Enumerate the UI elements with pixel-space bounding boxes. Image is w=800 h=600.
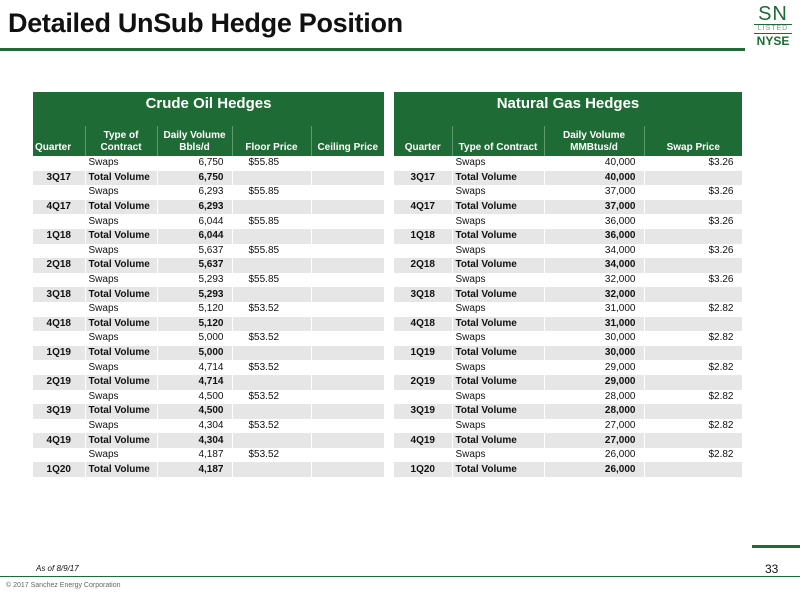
- cell-volume: 31,000: [544, 302, 644, 317]
- cell-type: Swaps: [452, 302, 544, 317]
- cell-quarter: 1Q20: [33, 462, 85, 477]
- cell-type: Swaps: [452, 331, 544, 346]
- cell-quarter: 1Q19: [33, 346, 85, 361]
- page-title: Detailed UnSub Hedge Position: [8, 8, 403, 38]
- cell-ceiling: [311, 214, 384, 229]
- cell-type: Swaps: [85, 273, 157, 288]
- table-row: [33, 156, 384, 171]
- cell-volume: 27,000: [544, 419, 644, 434]
- cell-floor: $53.52: [232, 331, 311, 346]
- crude-oil-panel: [33, 92, 384, 477]
- cell-swap: [644, 317, 742, 332]
- cell-volume: 32,000: [544, 287, 644, 302]
- table-row: [394, 390, 742, 405]
- cell-floor: $55.85: [232, 185, 311, 200]
- cell-volume: 4,304: [157, 433, 232, 448]
- table-row: [33, 287, 384, 302]
- cell-swap: [644, 258, 742, 273]
- cell-ceiling: [311, 462, 384, 477]
- cell-floor: [232, 258, 311, 273]
- cell-volume: 29,000: [544, 375, 644, 390]
- table-row: [394, 433, 742, 448]
- cell-type: Total Volume: [85, 433, 157, 448]
- table-row: [394, 360, 742, 375]
- cell-volume: 37,000: [544, 200, 644, 215]
- cell-ceiling: [311, 273, 384, 288]
- logo-exchange: NYSE: [756, 34, 790, 48]
- natural-gas-header-row: [394, 126, 742, 156]
- logo-ticker: SN: [758, 3, 788, 25]
- natural-gas-table: [394, 126, 743, 477]
- cell-type: Total Volume: [452, 317, 544, 332]
- cell-floor: $53.52: [232, 302, 311, 317]
- table-row: [33, 390, 384, 405]
- cell-ceiling: [311, 185, 384, 200]
- table-row: [394, 331, 742, 346]
- cell-floor: [232, 171, 311, 186]
- cell-volume: 28,000: [544, 404, 644, 419]
- cell-ceiling: [311, 258, 384, 273]
- cell-swap: [644, 287, 742, 302]
- cell-ceiling: [311, 287, 384, 302]
- cell-swap: [644, 171, 742, 186]
- cell-volume: 6,293: [157, 200, 232, 215]
- nyse-logo: [748, 4, 798, 49]
- table-row: [33, 375, 384, 390]
- cell-type: Total Volume: [452, 258, 544, 273]
- cell-swap: $3.26: [644, 214, 742, 229]
- cell-ceiling: [311, 171, 384, 186]
- header-type: Type of Contract: [85, 126, 157, 156]
- cell-quarter: 3Q19: [33, 404, 85, 419]
- cell-floor: [232, 346, 311, 361]
- cell-quarter: [394, 302, 452, 317]
- title-divider: [0, 48, 745, 51]
- cell-volume: 36,000: [544, 214, 644, 229]
- cell-volume: 5,637: [157, 244, 232, 259]
- cell-floor: [232, 200, 311, 215]
- cell-type: Swaps: [85, 390, 157, 405]
- cell-type: Total Volume: [452, 375, 544, 390]
- header-floor: Floor Price: [232, 126, 311, 156]
- cell-volume: 6,044: [157, 214, 232, 229]
- cell-quarter: [33, 331, 85, 346]
- cell-quarter: 3Q17: [394, 171, 452, 186]
- cell-swap: [644, 462, 742, 477]
- table-row: [33, 258, 384, 273]
- cell-quarter: [394, 273, 452, 288]
- cell-quarter: 4Q18: [33, 317, 85, 332]
- cell-floor: $53.52: [232, 390, 311, 405]
- table-row: [394, 317, 742, 332]
- cell-type: Swaps: [85, 156, 157, 171]
- cell-volume: 5,000: [157, 346, 232, 361]
- logo-listed: LISTED: [754, 24, 792, 34]
- header-type: Type of Contract: [452, 126, 544, 156]
- cell-type: Swaps: [85, 185, 157, 200]
- table-row: [394, 404, 742, 419]
- cell-volume: 6,750: [157, 156, 232, 171]
- table-row: [33, 433, 384, 448]
- cell-type: Total Volume: [85, 200, 157, 215]
- cell-type: Swaps: [452, 360, 544, 375]
- table-row: [394, 244, 742, 259]
- table-row: [33, 360, 384, 375]
- cell-type: Swaps: [452, 273, 544, 288]
- table-row: [33, 229, 384, 244]
- cell-volume: 6,293: [157, 185, 232, 200]
- cell-type: Total Volume: [85, 171, 157, 186]
- cell-volume: 6,750: [157, 171, 232, 186]
- cell-quarter: 4Q19: [33, 433, 85, 448]
- cell-swap: $2.82: [644, 419, 742, 434]
- cell-volume: 6,044: [157, 229, 232, 244]
- cell-quarter: 2Q18: [33, 258, 85, 273]
- cell-type: Swaps: [452, 244, 544, 259]
- header-swap-price: Swap Price: [644, 126, 742, 156]
- cell-volume: 5,000: [157, 331, 232, 346]
- cell-quarter: [33, 390, 85, 405]
- cell-floor: [232, 404, 311, 419]
- table-row: [33, 317, 384, 332]
- table-row: [33, 404, 384, 419]
- cell-type: Total Volume: [85, 375, 157, 390]
- natural-gas-panel: [394, 92, 742, 477]
- cell-quarter: [33, 448, 85, 463]
- cell-quarter: 3Q18: [394, 287, 452, 302]
- cell-volume: 26,000: [544, 448, 644, 463]
- table-row: [33, 214, 384, 229]
- table-row: [394, 287, 742, 302]
- cell-floor: $55.85: [232, 156, 311, 171]
- cell-floor: [232, 229, 311, 244]
- cell-quarter: [394, 156, 452, 171]
- cell-type: Total Volume: [452, 433, 544, 448]
- cell-swap: $3.26: [644, 244, 742, 259]
- cell-quarter: 3Q19: [394, 404, 452, 419]
- cell-volume: 30,000: [544, 346, 644, 361]
- cell-type: Total Volume: [452, 171, 544, 186]
- cell-quarter: [394, 185, 452, 200]
- cell-ceiling: [311, 200, 384, 215]
- page-number: 33: [765, 562, 779, 576]
- cell-type: Swaps: [452, 185, 544, 200]
- cell-type: Total Volume: [85, 317, 157, 332]
- cell-quarter: 4Q17: [394, 200, 452, 215]
- cell-ceiling: [311, 346, 384, 361]
- cell-floor: $53.52: [232, 419, 311, 434]
- table-row: [394, 346, 742, 361]
- cell-floor: [232, 375, 311, 390]
- cell-swap: $3.26: [644, 273, 742, 288]
- cell-type: Swaps: [452, 448, 544, 463]
- cell-ceiling: [311, 390, 384, 405]
- natural-gas-title: Natural Gas Hedges: [394, 92, 742, 126]
- cell-volume: 30,000: [544, 331, 644, 346]
- table-row: [394, 156, 742, 171]
- cell-type: Swaps: [452, 390, 544, 405]
- cell-quarter: 2Q19: [33, 375, 85, 390]
- cell-type: Total Volume: [452, 404, 544, 419]
- cell-volume: 37,000: [544, 185, 644, 200]
- cell-swap: [644, 346, 742, 361]
- cell-type: Total Volume: [85, 404, 157, 419]
- footer-divider: [0, 576, 800, 577]
- table-row: [394, 258, 742, 273]
- cell-floor: $53.52: [232, 448, 311, 463]
- cell-quarter: [394, 214, 452, 229]
- header-quarter: Quarter: [394, 126, 452, 156]
- cell-quarter: [394, 419, 452, 434]
- cell-quarter: [33, 419, 85, 434]
- cell-volume: 26,000: [544, 462, 644, 477]
- table-row: [33, 419, 384, 434]
- cell-ceiling: [311, 375, 384, 390]
- header-volume: Daily Volume Bbls/d: [157, 126, 232, 156]
- cell-volume: 5,120: [157, 302, 232, 317]
- crude-oil-header-row: [33, 126, 384, 156]
- cell-ceiling: [311, 404, 384, 419]
- cell-type: Swaps: [85, 331, 157, 346]
- crude-oil-title: Crude Oil Hedges: [33, 92, 384, 126]
- cell-floor: $55.85: [232, 273, 311, 288]
- cell-ceiling: [311, 331, 384, 346]
- cell-type: Swaps: [85, 244, 157, 259]
- cell-type: Swaps: [85, 214, 157, 229]
- cell-quarter: [394, 390, 452, 405]
- cell-type: Swaps: [85, 419, 157, 434]
- cell-quarter: 4Q19: [394, 433, 452, 448]
- cell-swap: [644, 404, 742, 419]
- cell-quarter: [33, 156, 85, 171]
- cell-type: Swaps: [452, 214, 544, 229]
- cell-ceiling: [311, 156, 384, 171]
- cell-volume: 5,293: [157, 273, 232, 288]
- cell-swap: $3.26: [644, 185, 742, 200]
- cell-swap: $2.82: [644, 331, 742, 346]
- crude-oil-table: [33, 126, 385, 477]
- table-row: [394, 229, 742, 244]
- cell-type: Swaps: [452, 156, 544, 171]
- cell-ceiling: [311, 317, 384, 332]
- natural-gas-rows: [394, 156, 742, 477]
- cell-type: Total Volume: [85, 462, 157, 477]
- table-row: [33, 331, 384, 346]
- cell-swap: $2.82: [644, 360, 742, 375]
- cell-quarter: [33, 244, 85, 259]
- header-volume: Daily Volume MMBtus/d: [544, 126, 644, 156]
- cell-quarter: 2Q19: [394, 375, 452, 390]
- table-row: [394, 302, 742, 317]
- cell-volume: 34,000: [544, 244, 644, 259]
- cell-type: Swaps: [452, 419, 544, 434]
- cell-floor: $55.85: [232, 214, 311, 229]
- cell-volume: 5,120: [157, 317, 232, 332]
- cell-volume: 31,000: [544, 317, 644, 332]
- cell-volume: 27,000: [544, 433, 644, 448]
- cell-quarter: 1Q20: [394, 462, 452, 477]
- cell-volume: 4,187: [157, 462, 232, 477]
- cell-type: Total Volume: [452, 229, 544, 244]
- table-row: [33, 346, 384, 361]
- cell-volume: 4,187: [157, 448, 232, 463]
- cell-quarter: [33, 273, 85, 288]
- table-row: [394, 200, 742, 215]
- cell-type: Swaps: [85, 448, 157, 463]
- cell-quarter: 2Q18: [394, 258, 452, 273]
- cell-swap: $2.82: [644, 302, 742, 317]
- crude-oil-rows: [33, 156, 384, 477]
- cell-type: Total Volume: [85, 258, 157, 273]
- cell-quarter: [33, 302, 85, 317]
- as-of-note: As of 8/9/17: [36, 564, 79, 573]
- cell-ceiling: [311, 244, 384, 259]
- table-row: [394, 273, 742, 288]
- cell-floor: [232, 462, 311, 477]
- cell-volume: 32,000: [544, 273, 644, 288]
- table-row: [394, 375, 742, 390]
- table-row: [394, 448, 742, 463]
- cell-swap: [644, 433, 742, 448]
- cell-volume: 4,714: [157, 360, 232, 375]
- cell-quarter: 4Q17: [33, 200, 85, 215]
- cell-swap: $2.82: [644, 448, 742, 463]
- cell-swap: [644, 375, 742, 390]
- cell-quarter: [394, 331, 452, 346]
- cell-quarter: [33, 360, 85, 375]
- table-row: [394, 185, 742, 200]
- cell-volume: 5,637: [157, 258, 232, 273]
- table-row: [394, 462, 742, 477]
- cell-volume: 34,000: [544, 258, 644, 273]
- cell-type: Total Volume: [452, 346, 544, 361]
- cell-ceiling: [311, 302, 384, 317]
- cell-ceiling: [311, 360, 384, 375]
- cell-floor: $53.52: [232, 360, 311, 375]
- cell-quarter: [33, 214, 85, 229]
- cell-volume: 4,304: [157, 419, 232, 434]
- cell-type: Total Volume: [452, 462, 544, 477]
- cell-quarter: [394, 448, 452, 463]
- cell-swap: [644, 200, 742, 215]
- cell-type: Swaps: [85, 302, 157, 317]
- cell-quarter: [394, 360, 452, 375]
- table-row: [33, 448, 384, 463]
- cell-volume: 4,714: [157, 375, 232, 390]
- cell-swap: [644, 229, 742, 244]
- cell-volume: 28,000: [544, 390, 644, 405]
- cell-volume: 36,000: [544, 229, 644, 244]
- cell-type: Total Volume: [85, 287, 157, 302]
- cell-volume: 5,293: [157, 287, 232, 302]
- header-quarter: Quarter: [33, 126, 85, 156]
- table-row: [33, 302, 384, 317]
- copyright: © 2017 Sanchez Energy Corporation: [6, 582, 121, 589]
- table-row: [33, 244, 384, 259]
- table-row: [394, 171, 742, 186]
- cell-quarter: 4Q18: [394, 317, 452, 332]
- cell-quarter: 3Q18: [33, 287, 85, 302]
- cell-type: Total Volume: [452, 287, 544, 302]
- cell-ceiling: [311, 229, 384, 244]
- header-ceiling: Ceiling Price: [311, 126, 384, 156]
- cell-floor: [232, 287, 311, 302]
- page-number-bar: [752, 545, 800, 548]
- cell-type: Total Volume: [85, 346, 157, 361]
- cell-floor: [232, 317, 311, 332]
- table-row: [394, 419, 742, 434]
- cell-quarter: 3Q17: [33, 171, 85, 186]
- cell-floor: $55.85: [232, 244, 311, 259]
- cell-type: Total Volume: [85, 229, 157, 244]
- cell-volume: 4,500: [157, 404, 232, 419]
- cell-quarter: 1Q18: [394, 229, 452, 244]
- table-row: [33, 171, 384, 186]
- cell-ceiling: [311, 448, 384, 463]
- cell-volume: 4,500: [157, 390, 232, 405]
- cell-type: Total Volume: [452, 200, 544, 215]
- table-row: [33, 462, 384, 477]
- cell-volume: 40,000: [544, 171, 644, 186]
- cell-type: Swaps: [85, 360, 157, 375]
- cell-ceiling: [311, 419, 384, 434]
- cell-quarter: 1Q18: [33, 229, 85, 244]
- cell-ceiling: [311, 433, 384, 448]
- cell-volume: 29,000: [544, 360, 644, 375]
- cell-volume: 40,000: [544, 156, 644, 171]
- table-row: [394, 214, 742, 229]
- table-row: [33, 200, 384, 215]
- cell-swap: $2.82: [644, 390, 742, 405]
- cell-swap: $3.26: [644, 156, 742, 171]
- cell-floor: [232, 433, 311, 448]
- cell-quarter: 1Q19: [394, 346, 452, 361]
- cell-quarter: [394, 244, 452, 259]
- table-row: [33, 273, 384, 288]
- cell-quarter: [33, 185, 85, 200]
- table-row: [33, 185, 384, 200]
